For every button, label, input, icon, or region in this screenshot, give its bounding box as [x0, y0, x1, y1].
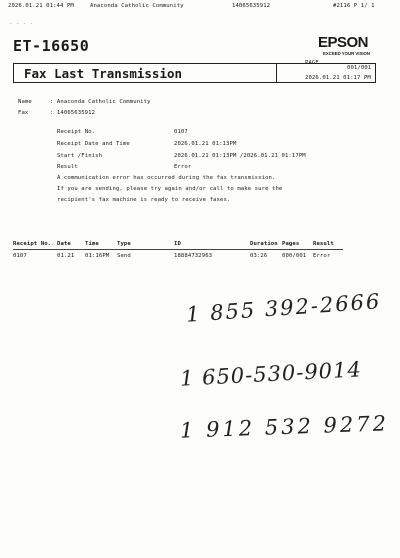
handwritten-number-3: 1 912 532 9272 — [179, 411, 390, 443]
cell-pages: 000/001 — [282, 253, 307, 259]
col-header-result: Result — [313, 241, 334, 247]
cell-date: 01.21 — [57, 253, 75, 259]
fax-header-page: #2116 P 1/ 1 — [333, 3, 375, 9]
table-header-rule — [13, 249, 343, 250]
error-message-line-1: A communication error has occurred during the fax transmission. — [57, 175, 276, 181]
handwritten-number-1: 1 855 392-2666 — [185, 289, 383, 327]
receipt-label: Receipt No. — [57, 129, 96, 135]
col-header-time: Time — [85, 241, 99, 247]
fax-value: : 14065635912 — [50, 110, 96, 116]
result-label: Result — [57, 164, 78, 170]
handwritten-number-2: 1 650-530-9014 — [179, 357, 363, 391]
page-label: PAGE. — [305, 60, 323, 66]
title-divider — [276, 64, 277, 83]
page-value: 001/001 — [347, 65, 372, 71]
error-message-line-3: recipient's fax machine is ready to receive faxes. — [57, 197, 231, 203]
fax-header-sender-name: Anaconda Catholic Community — [90, 3, 184, 9]
cell-id: 18884732963 — [174, 253, 213, 259]
fax-header-sender-fax: 14065635912 — [232, 3, 271, 9]
col-header-date: Date — [57, 241, 71, 247]
fax-label: Fax — [18, 110, 29, 116]
receipt-date-value: 2026.01.21 01:13PM — [174, 141, 237, 147]
col-header-duration: Duration — [250, 241, 278, 247]
start-finish-value: 2026.01.21 01:13PM /2026.01.21 01:17PM — [174, 153, 306, 159]
fax-header-datetime: 2026.01.21 01:44 PM — [8, 3, 74, 9]
result-value: Error — [174, 164, 192, 170]
start-finish-label: Start /Finish — [57, 153, 103, 159]
cell-result: Error — [313, 253, 331, 259]
cell-duration: 03:26 — [250, 253, 268, 259]
name-label: Name — [18, 99, 32, 105]
name-value: : Anaconda Catholic Community — [50, 99, 151, 105]
model-name: ET-16650 — [13, 37, 90, 55]
brand-tagline: EXCEED YOUR VISION — [323, 51, 370, 56]
report-title: Fax Last Transmission — [24, 66, 183, 81]
receipt-value: 0107 — [174, 129, 188, 135]
col-header-receipt: Receipt No. — [13, 241, 52, 247]
margin-mark: - - - - — [9, 21, 34, 27]
cell-type: Send — [117, 253, 131, 259]
col-header-type: Type — [117, 241, 131, 247]
report-datetime: 2026.01.21 01:17 PM — [305, 75, 371, 81]
cell-time: 01:16PM — [85, 253, 110, 259]
col-header-pages: Pages — [282, 241, 300, 247]
receipt-date-label: Receipt Date and Time — [57, 141, 130, 147]
error-message-line-2: If you are sending, please try again and/or call to make sure the — [57, 186, 283, 192]
epson-logo: EPSON — [318, 34, 369, 51]
cell-receipt: 0107 — [13, 253, 27, 259]
col-header-id: ID — [174, 241, 181, 247]
